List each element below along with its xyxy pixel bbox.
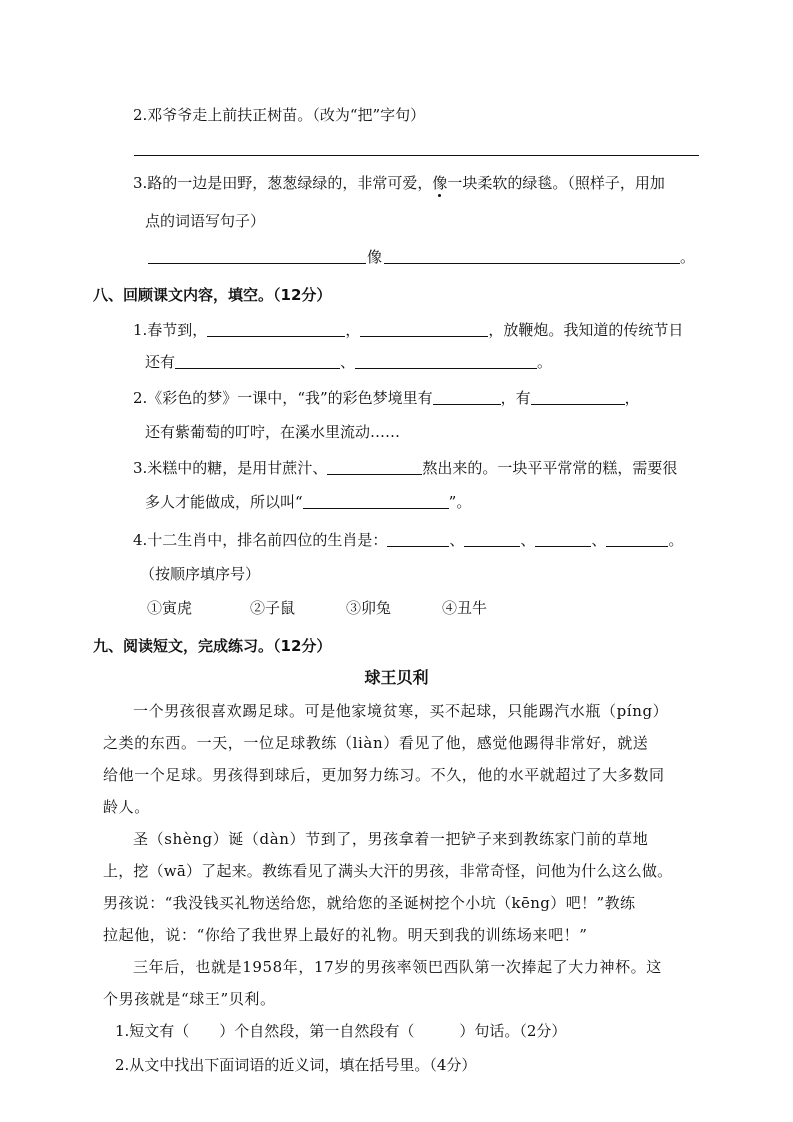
exercise-1: 1.短文有（ ）个自然段，第一自然段有（ ）句话。（2分）: [115, 1022, 567, 1040]
answer-blank[interactable]: [207, 322, 345, 337]
passage-title: 球王贝利: [364, 668, 429, 687]
passage-line: 一个男孩很喜欢踢足球。可是他家境贫寒，买不起球，只能踢汽水瓶（píng）: [133, 702, 669, 720]
answer-blank[interactable]: [535, 532, 591, 547]
passage-line: 给他一个足球。男孩得到球后，更加努力练习。不久，他的水平就超过了大多数同: [103, 766, 665, 784]
option-3: ③卯兔: [346, 599, 392, 617]
answer-blank[interactable]: [387, 532, 449, 547]
answer-blank[interactable]: [303, 494, 449, 509]
q7-item-3: [133, 173, 665, 193]
passage-line: 男孩说：“我没钱买礼物送给您，就给您的圣诞树挖个小坑（kēng）吧！”教练: [103, 894, 636, 912]
passage-line: 上，挖（wā）了起来。教练看见了满头大汗的男孩，非常奇怪，问他为什么这么做。: [103, 862, 673, 880]
q8-item-1-continued: [145, 352, 552, 372]
period: 。: [668, 531, 684, 549]
q8-item-4-text: 4.十二生肖中，排名前四位的生肖是：: [133, 531, 388, 549]
passage-line: 个男孩就是“球王”贝利。: [103, 990, 276, 1008]
passage-line: 龄人。: [103, 798, 150, 816]
answer-blank[interactable]: [175, 354, 340, 369]
q8-item-2: [133, 388, 640, 408]
answer-line[interactable]: [134, 155, 699, 156]
q8-item-1: [133, 320, 683, 340]
answer-line[interactable]: [384, 263, 680, 264]
answer-blank[interactable]: [355, 354, 537, 369]
passage-line: 圣（shèng）诞（dàn）节到了，男孩拿着一把铲子来到教练家门前的草地: [133, 830, 649, 848]
closing-quote: ”。: [448, 493, 472, 511]
answer-blank[interactable]: [531, 390, 625, 405]
answer-blank[interactable]: [606, 532, 668, 547]
q8-item-1-also: 还有: [145, 353, 176, 371]
option-1: ①寅虎: [147, 599, 193, 617]
q8-item-4-instruction: （按顺序填序号）: [140, 565, 261, 583]
separator: 、: [591, 531, 607, 549]
q8-item-1-text: 1.春节到，: [133, 321, 208, 339]
answer-blank[interactable]: [327, 460, 422, 475]
separator: 、: [340, 353, 356, 371]
q7-item-3-end: 。: [680, 248, 696, 266]
separator: 、: [520, 531, 536, 549]
section-8-heading: 八、回顾课文内容，填空。（12分）: [93, 286, 332, 304]
q7-item-3-continued: 点的词语写句子）: [145, 212, 266, 230]
comma: ，: [624, 389, 640, 407]
q8-item-3-continued: [145, 492, 471, 512]
passage-line: 之类的东西。一天，一位足球教练（liàn）看见了他，感觉他踢得非常好，就送: [103, 734, 649, 752]
q8-item-2-continued: 还有紫葡萄的叮咛，在溪水里流动……: [145, 423, 401, 441]
option-4: ④丑牛: [442, 599, 488, 617]
q7-item-3-mid: 像: [367, 248, 383, 266]
passage-line: 拉起他，说：“你给了我世界上最好的礼物。明天到我的训练场来吧！”: [103, 926, 588, 944]
q8-item-4: [133, 530, 683, 550]
q8-item-3-text: 3.米糕中的糖，是用甘蔗汁、: [133, 459, 328, 477]
separator: 、: [449, 531, 465, 549]
period: 。: [537, 353, 553, 371]
answer-blank[interactable]: [433, 390, 501, 405]
q7-item-3-text-end: 一块柔软的绿毯。（照样子，用加: [447, 174, 665, 192]
q8-item-1-comma: ，: [345, 321, 361, 339]
dotted-word: 像: [432, 174, 448, 192]
q8-item-1-text-end: ，放鞭炮。我知道的传统节日: [488, 321, 684, 339]
q7-item-3-text: 3.路的一边是田野，葱葱绿绿的，非常可爱，: [133, 174, 433, 192]
exercise-2: 2.从文中找出下面词语的近义词，填在括号里。（4分）: [115, 1056, 477, 1074]
q8-item-2-text: 2.《彩色的梦》一课中，“我”的彩色梦境里有: [133, 389, 433, 407]
q8-item-3-text-end: 熬出来的。一块平平常常的糕，需要很: [422, 459, 678, 477]
answer-blank[interactable]: [360, 322, 488, 337]
answer-line[interactable]: [148, 263, 366, 264]
q7-item-2: 2.邓爷爷走上前扶正树苗。（改为“把”字句）: [133, 106, 426, 124]
q8-item-2-have: ，有: [500, 389, 531, 407]
q8-item-3-called: 多人才能做成，所以叫“: [145, 493, 303, 511]
option-2: ②子鼠: [250, 599, 296, 617]
passage-line: 三年后，也就是1958年，17岁的男孩率领巴西队第一次捧起了大力神杯。这: [133, 958, 662, 976]
q8-item-3: [133, 458, 677, 478]
answer-blank[interactable]: [464, 532, 520, 547]
section-9-heading: 九、阅读短文，完成练习。（12分）: [93, 637, 332, 655]
